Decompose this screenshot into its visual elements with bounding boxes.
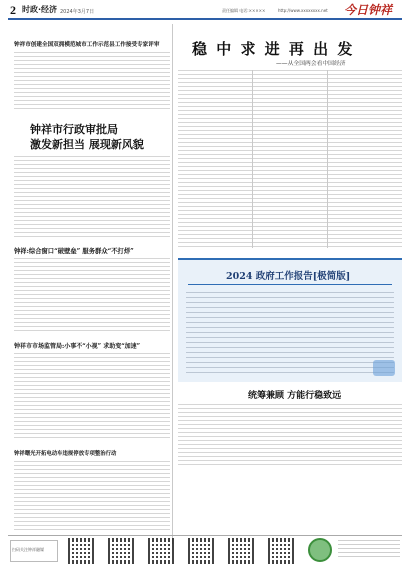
- article-body: [14, 258, 170, 332]
- article-body: [14, 353, 170, 439]
- qr-code-icon: [108, 538, 134, 564]
- report-box-title: 2024 政府工作报告[极简版]: [226, 271, 351, 282]
- website-url: http://www.xxxxxxxx.net: [278, 8, 328, 13]
- lead-story-title: 稳 中 求 进 再 出 发: [192, 40, 355, 58]
- headline-approval-bureau-line2: 激发新担当 展现新风貌: [30, 138, 144, 151]
- editor-info: 责任编辑 电话:×××××: [222, 8, 266, 13]
- column-divider: [172, 24, 173, 544]
- headline-double-support: 钟祥市创建全国双拥模范城市工作示范县工作接受专家评审: [14, 42, 160, 48]
- report-box: [178, 258, 402, 382]
- masthead: [0, 0, 410, 18]
- headline-market-supervision: 钟祥市市场监管局:小事不“小视” 求助变“加速”: [14, 343, 141, 350]
- paper-name-logo: 今日钟祥: [344, 3, 393, 17]
- column-divider: [327, 70, 328, 248]
- bottom-story-body: [178, 404, 402, 466]
- page-number: 2: [10, 3, 16, 17]
- footer-strip: [8, 538, 402, 564]
- masthead-rule: [8, 18, 402, 20]
- issue-date: 2024年3月7日: [60, 9, 95, 15]
- qr-code-icon: [228, 538, 254, 564]
- qr-code-icon: [268, 538, 294, 564]
- article-body: [14, 156, 170, 238]
- emblem-icon: [308, 538, 332, 562]
- article-body: [14, 461, 170, 531]
- report-box-body: [186, 292, 394, 376]
- report-box-corner-icon: [373, 360, 395, 376]
- qr-caption: 扫码关注钟祥融媒: [12, 547, 44, 552]
- qr-code-icon: [68, 538, 94, 564]
- headline-ebike-parking: 钟祥曙光开拓电动车违规停放专项整治行动: [14, 451, 117, 457]
- headline-service-window: 钟祥:综合窗口“破壁垒” 服务群众“不打烊”: [14, 248, 134, 255]
- footer-contact-box: [338, 540, 400, 560]
- qr-code-icon: [188, 538, 214, 564]
- footer-rule: [8, 535, 402, 536]
- article-body: [14, 52, 170, 112]
- lead-story-subtitle: ——从全国两会看中国经济: [276, 61, 346, 67]
- lead-story-body: [178, 70, 402, 248]
- report-box-title-rule: [188, 284, 392, 285]
- column-divider: [252, 70, 253, 248]
- qr-code-icon: [148, 538, 174, 564]
- bottom-story-title: 统筹兼顾 方能行稳致远: [248, 391, 342, 401]
- headline-approval-bureau-line1: 钟祥市行政审批局: [30, 123, 118, 136]
- section-name: 时政·经济: [22, 5, 58, 14]
